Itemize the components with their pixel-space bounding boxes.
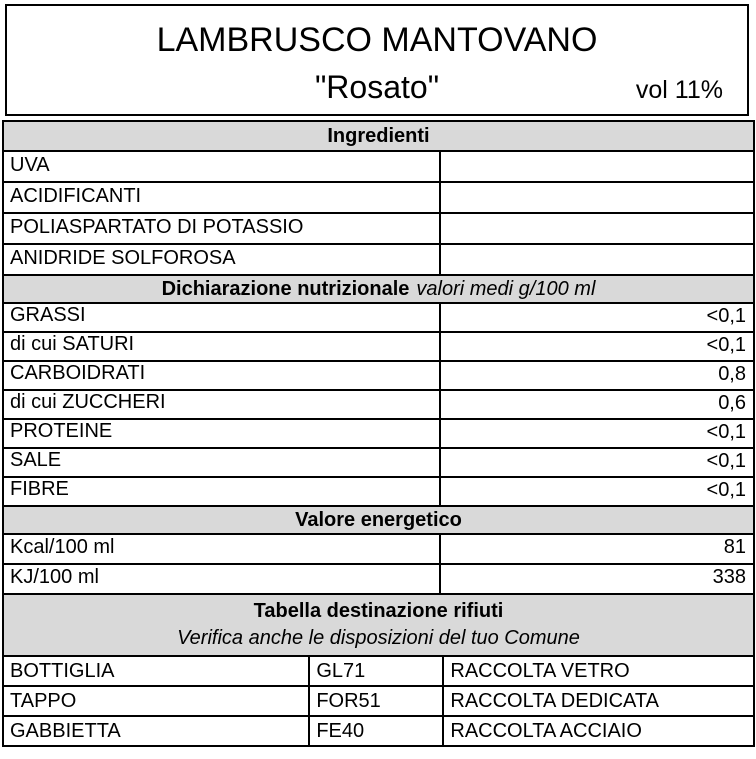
table-row bbox=[4, 389, 753, 418]
table-row bbox=[4, 181, 753, 212]
table-row bbox=[4, 476, 753, 505]
ingredient-value-cell bbox=[441, 245, 753, 274]
nutrient-label-cell: PROTEINE bbox=[4, 420, 441, 447]
nutrient-value-cell: <0,1 bbox=[706, 450, 746, 472]
waste-item-cell: GABBIETTA bbox=[4, 717, 310, 745]
energy-label-cell: Kcal/100 ml bbox=[4, 535, 441, 563]
nutrient-value-cell: <0,1 bbox=[706, 305, 746, 327]
table-row bbox=[4, 302, 753, 331]
ingredient-label-cell: ACIDIFICANTI bbox=[4, 183, 441, 212]
nutrient-label-cell: di cui SATURI bbox=[4, 333, 441, 360]
nutrient-label-cell: GRASSI bbox=[4, 304, 441, 331]
subtitle-row bbox=[7, 69, 747, 109]
waste-code-cell: GL71 bbox=[310, 657, 444, 685]
section-title: Dichiarazione nutrizionale bbox=[161, 277, 410, 300]
table-row bbox=[4, 685, 753, 715]
section-title: Ingredienti bbox=[327, 124, 430, 147]
waste-destination-cell: RACCOLTA VETRO bbox=[450, 659, 630, 682]
table-row bbox=[4, 360, 753, 389]
ingredient-value-cell bbox=[441, 214, 753, 243]
page-title: LAMBRUSCO MANTOVANO bbox=[156, 21, 598, 59]
waste-destination-cell: RACCOLTA DEDICATA bbox=[450, 689, 659, 712]
ingredient-label-cell: UVA bbox=[4, 152, 441, 181]
section-title-note: valori medi g/100 ml bbox=[416, 277, 596, 300]
table-row bbox=[4, 150, 753, 181]
label-table bbox=[2, 120, 755, 747]
table-row bbox=[4, 655, 753, 685]
ingredient-value-cell bbox=[441, 183, 753, 212]
nutrient-value-cell: <0,1 bbox=[706, 479, 746, 501]
table-row bbox=[4, 533, 753, 563]
waste-code-cell: FOR51 bbox=[310, 687, 444, 715]
table-row bbox=[4, 447, 753, 476]
section-header-energy bbox=[4, 505, 753, 533]
ingredient-value-cell bbox=[441, 152, 753, 181]
nutrient-value-cell: 0,6 bbox=[718, 392, 746, 414]
nutrient-value-cell: <0,1 bbox=[706, 334, 746, 356]
energy-label-cell: KJ/100 ml bbox=[4, 565, 441, 593]
section-subtitle: Verifica anche le disposizioni del tuo Comune bbox=[177, 627, 580, 650]
section-header-waste bbox=[4, 593, 753, 655]
ingredient-label-cell: ANIDRIDE SOLFOROSA bbox=[4, 245, 441, 274]
nutrient-label-cell: SALE bbox=[4, 449, 441, 476]
waste-item-cell: BOTTIGLIA bbox=[4, 657, 310, 685]
section-title: Tabella destinazione rifiuti bbox=[253, 599, 504, 622]
energy-value-cell: 81 bbox=[723, 536, 746, 558]
section-title: Valore energetico bbox=[295, 508, 462, 531]
ingredient-label-cell: POLIASPARTATO DI POTASSIO bbox=[4, 214, 441, 243]
waste-code-cell: FE40 bbox=[310, 717, 444, 745]
nutrient-label-cell: di cui ZUCCHERI bbox=[4, 391, 441, 418]
nutrient-label-cell: CARBOIDRATI bbox=[4, 362, 441, 389]
table-row bbox=[4, 418, 753, 447]
wine-name: "Rosato" bbox=[314, 69, 440, 106]
table-row bbox=[4, 563, 753, 593]
alcohol-volume: vol 11% bbox=[635, 76, 723, 105]
header-box bbox=[5, 4, 749, 116]
energy-value-cell: 338 bbox=[712, 566, 746, 588]
table-row bbox=[4, 243, 753, 274]
table-row bbox=[4, 212, 753, 243]
section-header-nutrition bbox=[4, 274, 753, 302]
nutrient-value-cell: 0,8 bbox=[718, 363, 746, 385]
section-header-ingredients bbox=[4, 122, 753, 150]
table-row bbox=[4, 715, 753, 745]
table-row bbox=[4, 331, 753, 360]
waste-item-cell: TAPPO bbox=[4, 687, 310, 715]
waste-destination-cell: RACCOLTA ACCIAIO bbox=[450, 719, 642, 742]
nutrient-value-cell: <0,1 bbox=[706, 421, 746, 443]
nutrient-label-cell: FIBRE bbox=[4, 478, 441, 505]
